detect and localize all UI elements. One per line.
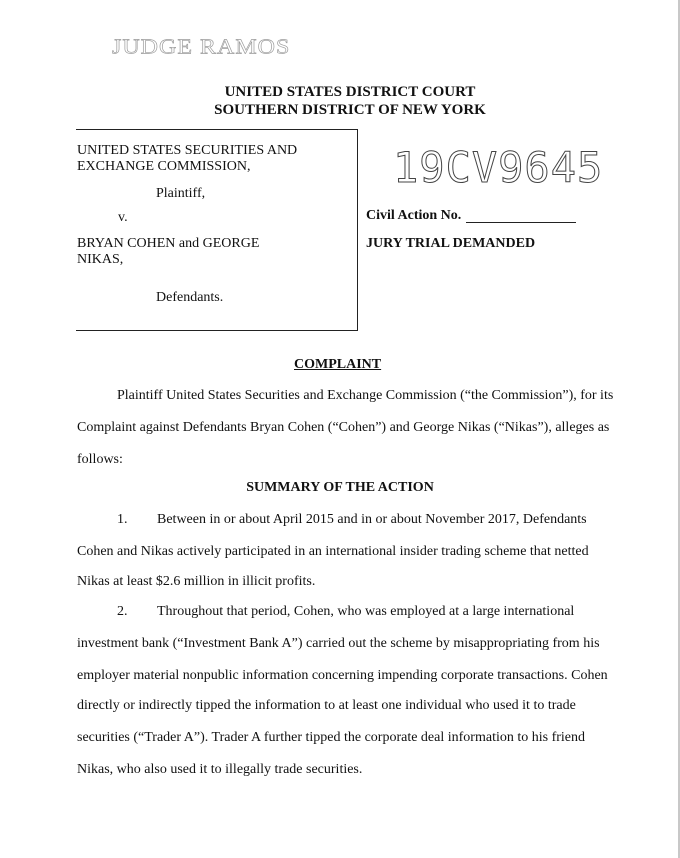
civil-action-label: Civil Action No. xyxy=(366,208,462,223)
court-name: UNITED STATES DISTRICT COURT xyxy=(224,84,476,100)
defendants-role: Defendants. xyxy=(156,290,224,305)
paragraph-number: 1. xyxy=(117,512,128,527)
case-number-stamp: 19CV9645 xyxy=(393,143,604,192)
intro-line-3: follows: xyxy=(77,452,123,467)
judge-stamp: JUDGE RAMOS xyxy=(112,35,291,59)
paragraph-2-line-4: directly or indirectly tipped the information to at least one individual who used it to trade xyxy=(77,698,576,713)
paragraph-1-line-3: Nikas at least $2.6 million in illicit profits. xyxy=(77,574,316,589)
intro-line-2: Complaint against Defendants Bryan Cohen (“Cohen”) and George Nikas (“Nikas”), alleges as xyxy=(77,420,610,435)
civil-action-blank-line xyxy=(466,222,576,223)
document-title: COMPLAINT xyxy=(294,357,382,372)
plaintiff-role: Plaintiff, xyxy=(156,186,206,201)
paragraph-1-line-1: Between in or about April 2015 and in or about November 2017, Defendants xyxy=(157,512,587,527)
versus: v. xyxy=(118,210,128,225)
plaintiff-name: UNITED STATES SECURITIES AND EXCHANGE COMMISSION, xyxy=(77,143,298,174)
intro-line-1: Plaintiff United States Securities and Exchange Commission (“the Commission”), for its xyxy=(117,388,614,403)
paragraph-2-line-2: investment bank (“Investment Bank A”) carried out the scheme by misappropriating from his xyxy=(77,636,600,651)
section-heading: SUMMARY OF THE ACTION xyxy=(246,480,434,495)
jury-trial-demanded: JURY TRIAL DEMANDED xyxy=(366,236,536,251)
paragraph-number: 2. xyxy=(117,604,128,619)
paragraph-2-line-5: securities (“Trader A”). Trader A further tipped the corporate deal information to his friend xyxy=(77,730,586,745)
defendants-name: BRYAN COHEN and GEORGE NIKAS, xyxy=(77,236,260,267)
paragraph-1-line-2: Cohen and Nikas actively participated in an international insider trading scheme that netted xyxy=(77,544,589,559)
paragraph-2-line-3: employer material nonpublic information concerning impending corporate transactions. Cohen xyxy=(77,668,608,683)
paragraph-2-line-6: Nikas, who also used it to illegally trade securities. xyxy=(77,762,363,777)
court-district: SOUTHERN DISTRICT OF NEW YORK xyxy=(214,102,486,118)
paragraph-2-line-1: Throughout that period, Cohen, who was employed at a large international xyxy=(157,604,575,619)
